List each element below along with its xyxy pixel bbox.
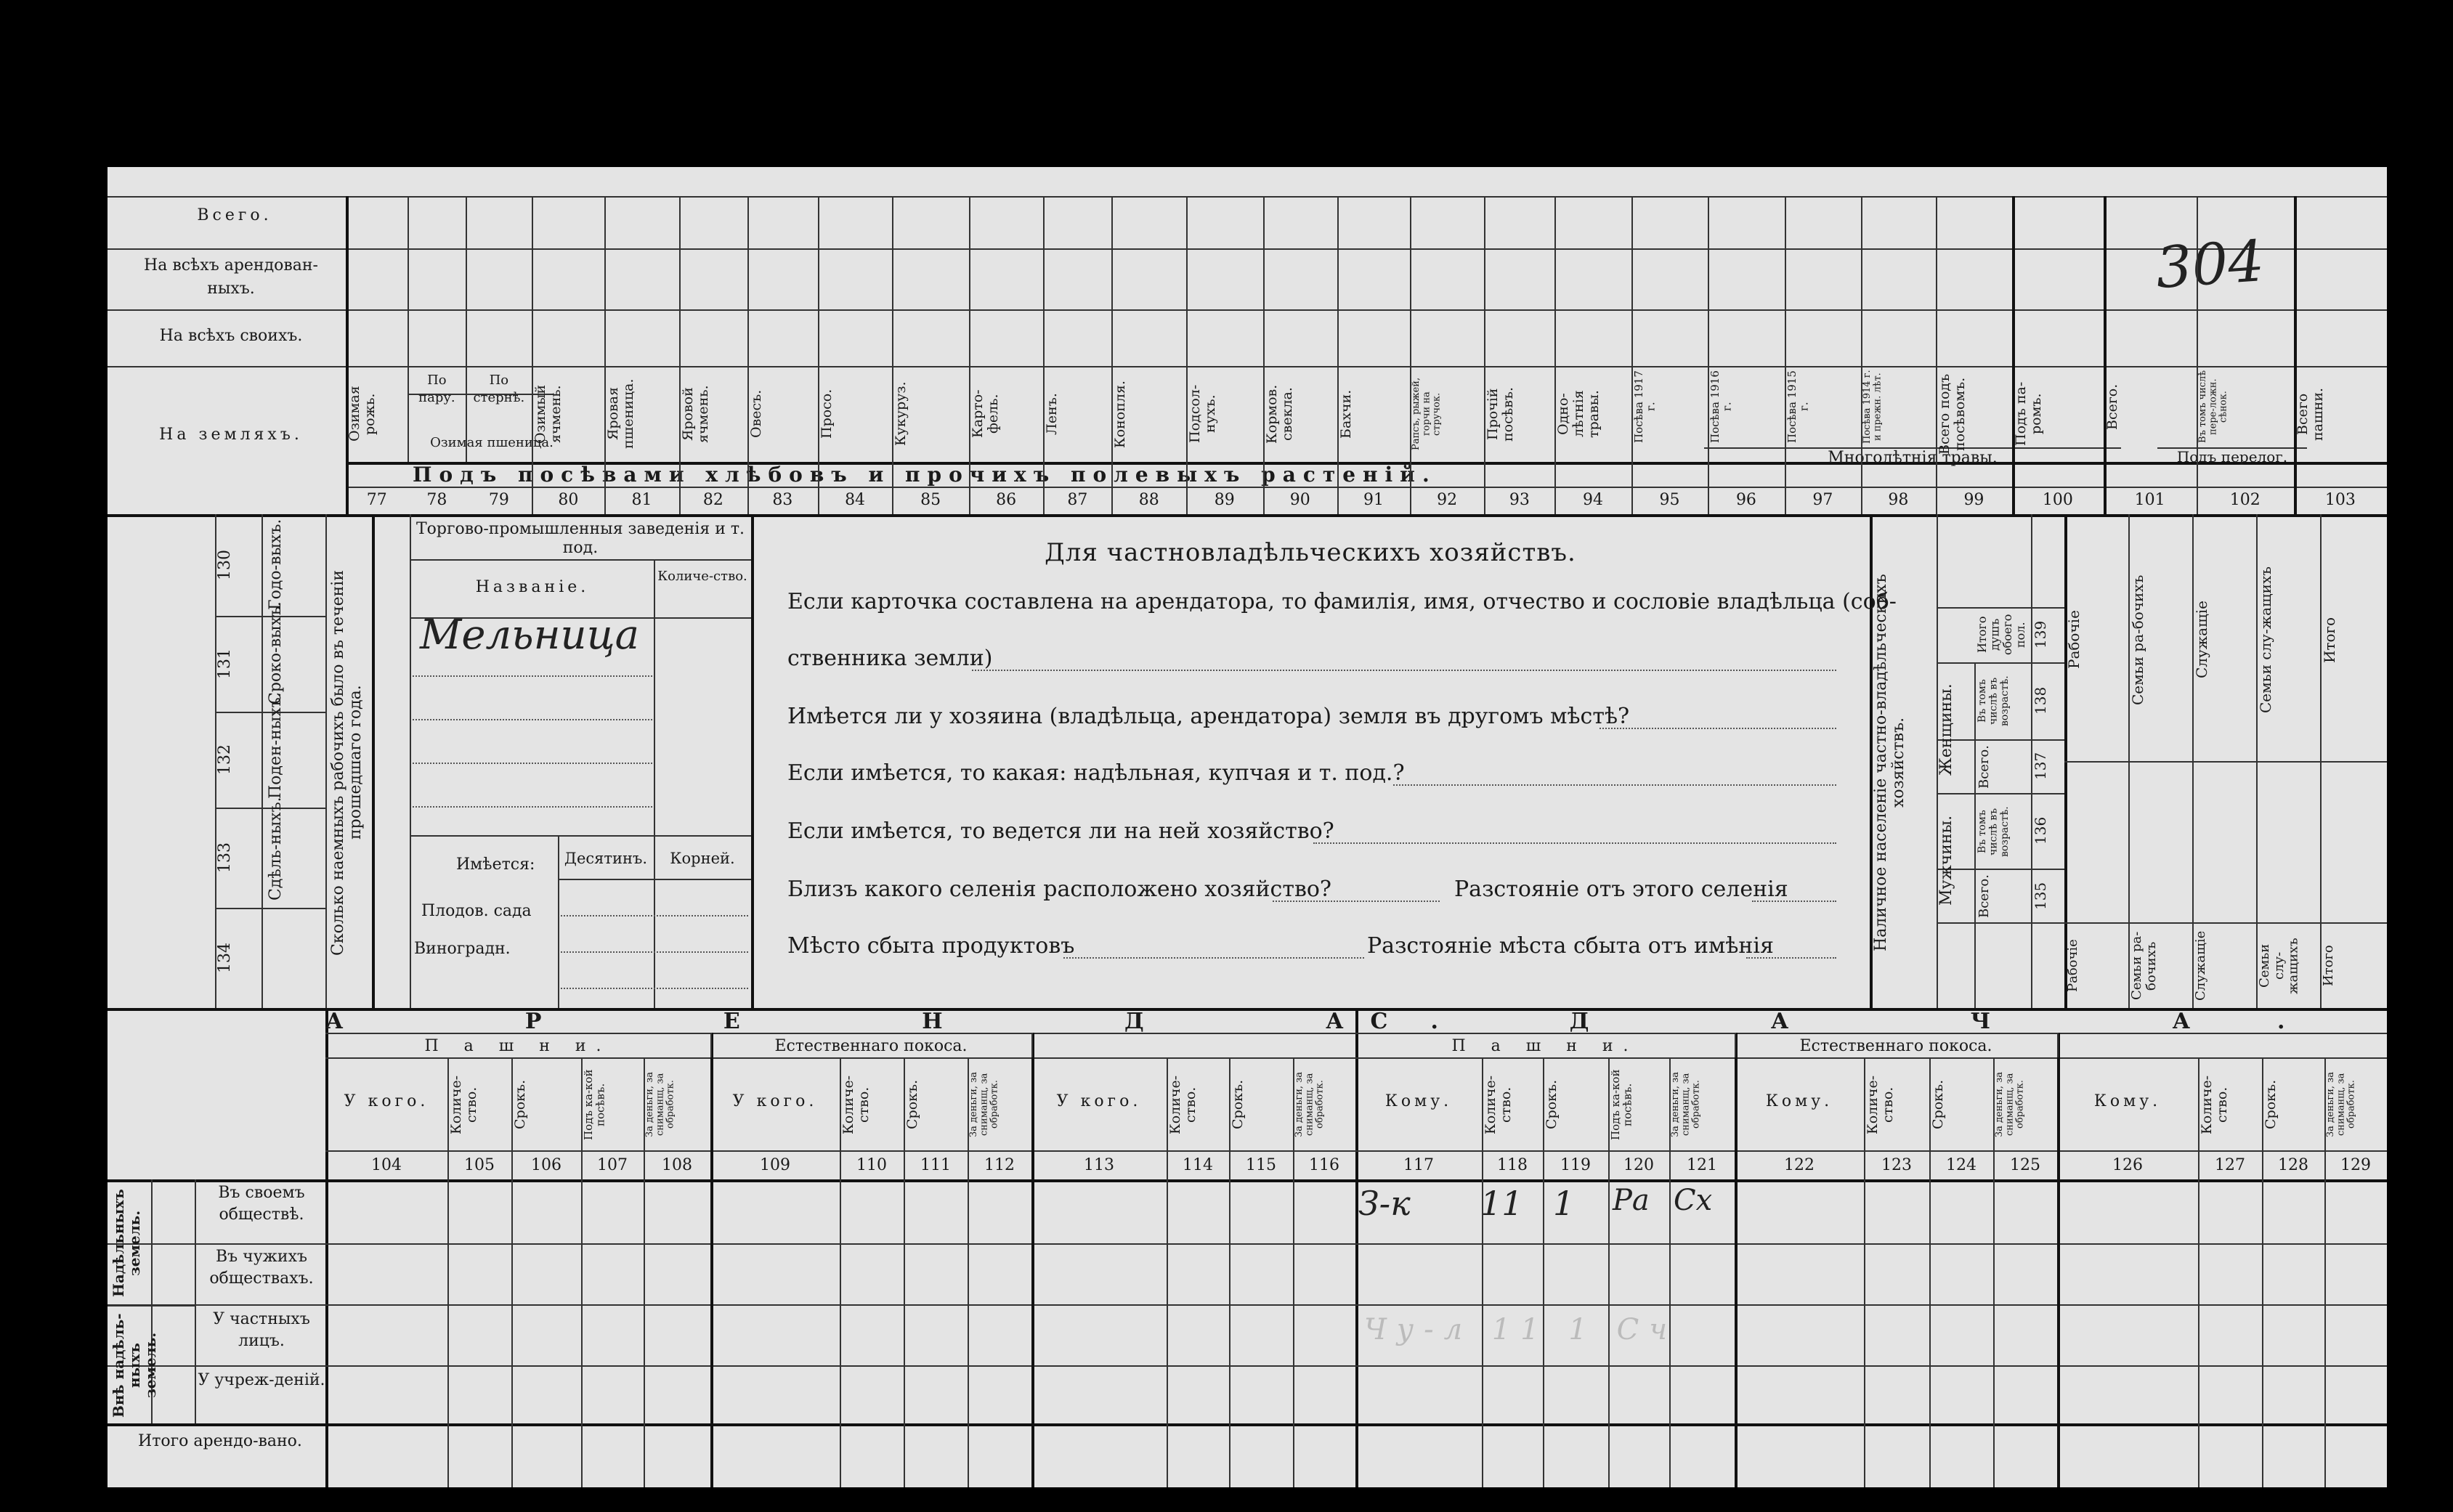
bottom-column-number: 113 — [1084, 1156, 1114, 1174]
row-own-community: Въ своемъ обществѣ. — [218, 1184, 305, 1224]
bottom-column-number: 108 — [662, 1156, 692, 1174]
bottom-column-number: 129 — [2340, 1156, 2371, 1174]
top-column-number: 103 — [2324, 491, 2356, 509]
bottom-column-number: 105 — [464, 1156, 495, 1174]
top-column-divider — [466, 196, 467, 462]
sdacha-pashni: П а ш н и. — [1451, 1037, 1639, 1055]
hw-posev: Ра — [1613, 1184, 1650, 1217]
top-column-number: 82 — [702, 491, 723, 509]
bottom-column-header: У кого. — [1056, 1092, 1142, 1110]
bottom-column-header: Кому. — [1765, 1092, 1833, 1110]
top-column-number: 97 — [1812, 491, 1833, 509]
group-divider — [1031, 1033, 1033, 1057]
top-column-divider — [1554, 196, 1556, 514]
labor-yearly: Годо-выхъ. — [267, 519, 285, 610]
ozimaya-divider — [408, 394, 532, 395]
bottom-column-header: Количе-ство. — [448, 1075, 479, 1134]
top-column-header: Бахчи. — [1338, 389, 1355, 439]
labor-number: 133 — [216, 842, 234, 873]
trade-header: Торгово-промышленныя заведенія и т. под. — [415, 520, 745, 557]
men-label: Мужчины. — [1937, 815, 1955, 906]
top-column-divider — [1861, 196, 1862, 514]
sdacha-banner: С Д А Ч А. — [1370, 1009, 2372, 1034]
bottom-column-header: Количе-ство. — [1167, 1075, 1199, 1134]
bottom-column-header: Количе-ство. — [1483, 1075, 1514, 1134]
top-column-number: 84 — [845, 491, 866, 509]
row-itogo: Итого арендо-вано. — [138, 1432, 302, 1450]
labor-number: 132 — [216, 744, 234, 775]
top-column-number: 79 — [488, 491, 509, 509]
bottom-column-header: Срокъ. — [2263, 1079, 2279, 1130]
trade-value-handwritten: Мельница — [420, 611, 640, 659]
handwritten-page-number: 304 — [2154, 228, 2266, 302]
population-number: 139 — [2032, 620, 2049, 649]
bottom-column-header: Подъ ка-кой посѣвъ. — [582, 1069, 607, 1140]
hw-faded: Чу-л 11 1 Сч — [1364, 1313, 1678, 1346]
right-column-header: Итого — [2321, 617, 2338, 663]
question-nearest-village: Близъ какого селенія расположено хозяйство? — [787, 877, 1331, 902]
top-column-divider — [892, 196, 893, 514]
top-column-header: По пару. — [418, 373, 455, 405]
group-divider — [1735, 1033, 1736, 1057]
top-column-divider — [2294, 196, 2297, 514]
top-column-number: 83 — [772, 491, 793, 509]
bottom-column-number: 107 — [597, 1156, 628, 1174]
top-column-divider — [532, 196, 533, 514]
men-total-label: Всего. — [1976, 874, 1992, 918]
top-column-header: Кукуруз. — [893, 381, 909, 447]
bottom-column-header: Подъ ка-кой посѣвъ. — [1609, 1069, 1634, 1140]
bottom-column-header: За деньги, за сниманщ, за обработк. — [1994, 1072, 2026, 1138]
hw-kolvo: 11 — [1480, 1184, 1523, 1223]
question-market-distance: Разстояніе мѣста сбыта отъ имѣнія — [1367, 933, 1774, 959]
top-column-header: Посѣва 1916 г. — [1708, 370, 1734, 443]
row-private-persons: У частныхъ лицъ. — [213, 1310, 310, 1350]
question-owner-a: Если карточка составлена на арендатора, то фамилія, имя, отчество и сословіе владѣльца (соб- — [787, 589, 1897, 614]
bottom-column-header: У кого. — [732, 1092, 818, 1110]
pod-posevami-banner: Подъ посѣвами хлѣбовъ и прочихъ полевыхъ растеній. — [413, 463, 1437, 487]
ozimaya-pshenitsa-label: Озимая пшеница. — [430, 435, 554, 450]
men-age-label: Въ томъ числѣ въ возрастѣ. — [1976, 806, 2011, 857]
workers-label: Сколько наемныхъ рабочихъ было въ теченіи прошедшаго года. — [329, 569, 365, 956]
question-owner-b: ственника земли) — [787, 646, 993, 671]
population-label: Наличное населеніе частно-владѣльческихъ хозяйствъ. — [1872, 574, 1908, 951]
top-column-number: 93 — [1509, 491, 1530, 509]
land-label: На земляхъ. — [159, 426, 303, 444]
bottom-column-header: Срокъ. — [1230, 1079, 1246, 1130]
labor-piecework: Сдѣль-ныхъ. — [267, 797, 285, 901]
population-number: 137 — [2032, 752, 2049, 781]
top-column-header: Озимый ячмень. — [532, 384, 564, 444]
top-column-number: 96 — [1735, 491, 1756, 509]
top-column-header: Всего подъ посѣвомъ. — [1936, 373, 1968, 455]
trade-name-header: Названіе. — [475, 578, 590, 596]
top-column-divider — [1708, 196, 1709, 514]
top-column-divider — [818, 196, 819, 514]
top-column-number: 101 — [2134, 491, 2165, 509]
top-column-header: Яровой ячмень. — [679, 385, 711, 443]
bottom-column-number: 114 — [1183, 1156, 1213, 1174]
bottom-column-number: 115 — [1246, 1156, 1276, 1174]
bottom-column-number: 122 — [1784, 1156, 1815, 1174]
top-column-header: Посѣва 1917 г. — [1631, 370, 1658, 443]
top-column-number: 92 — [1437, 491, 1458, 509]
top-column-header: Ленъ. — [1044, 393, 1061, 435]
top-column-number: 102 — [2229, 491, 2261, 509]
top-column-header: Рапсъ, рыжей, горчи на стручок. — [1410, 377, 1443, 451]
nadel-group-label: Надѣльныхъ земель. — [110, 1189, 143, 1298]
top-column-header: Просо. — [818, 389, 835, 439]
bottom-column-number: 125 — [2010, 1156, 2040, 1174]
top-column-header: Овесъ. — [747, 389, 764, 439]
group-divider — [2057, 1033, 2059, 1057]
bottom-column-number: 119 — [1560, 1156, 1591, 1174]
top-column-divider — [2197, 196, 2198, 514]
bottom-column-header: Количе-ство. — [2199, 1075, 2230, 1134]
labor-daily: Поден-ныхъ. — [267, 692, 285, 799]
bottom-column-header: Срокъ. — [1930, 1079, 1946, 1130]
bottom-column-number: 118 — [1497, 1156, 1528, 1174]
top-column-divider — [747, 196, 749, 514]
bottom-column-number: 109 — [760, 1156, 790, 1174]
bottom-column-number: 111 — [920, 1156, 951, 1174]
population-number: 136 — [2032, 816, 2049, 845]
census-form-sheet — [108, 167, 2387, 1487]
group-divider — [710, 1033, 712, 1057]
top-column-divider — [604, 196, 606, 514]
bottom-column-number: 116 — [1309, 1156, 1339, 1174]
row-other-communities: Въ чужихъ обществахъ. — [209, 1248, 314, 1288]
right-column-footer: Семьи ра-бочихъ — [2129, 931, 2159, 1001]
kornei-header: Корней. — [670, 850, 735, 867]
right-column-header: Семьи ра-бочихъ — [2129, 574, 2146, 705]
bottom-column-header: Количе-ство. — [840, 1075, 872, 1134]
bottom-column-header: Срокъ. — [512, 1079, 528, 1130]
question-farmed: Если имѣется, то ведется ли на ней хозяйство? — [787, 818, 1334, 844]
top-column-divider — [1111, 196, 1113, 514]
top-column-divider — [1263, 196, 1265, 514]
top-column-number: 100 — [2042, 491, 2073, 509]
pod-perelog-label: Подъ перелог. — [2176, 448, 2288, 466]
bottom-column-number: 110 — [856, 1156, 887, 1174]
top-column-number: 98 — [1888, 491, 1909, 509]
bottom-column-number: 124 — [1946, 1156, 1976, 1174]
arenda-banner: А Р Е Н Д А. — [325, 1009, 1525, 1034]
right-column-footer: Служащіе — [2193, 930, 2208, 1001]
labor-number: 134 — [216, 943, 234, 973]
bottom-column-header: За деньги, за сниманщ, за обработк. — [2325, 1072, 2357, 1138]
vne-group-label: Внѣ надѣль-ныхъ земель. — [110, 1313, 159, 1418]
bottom-column-number: 128 — [2278, 1156, 2308, 1174]
top-column-header: Посѣва 1914 г. и прежн. лѣт. — [1862, 370, 1884, 444]
bottom-column-header: За деньги, за сниманщ, за обработк. — [1670, 1072, 1702, 1138]
right-column-header: Служащіе — [2193, 601, 2210, 679]
trade-count-header: Количе-ство. — [657, 569, 747, 584]
row-label-own: На всѣхъ своихъ. — [159, 327, 303, 345]
row-label-rented: На всѣхъ арендован-ныхъ. — [144, 256, 318, 298]
top-column-divider — [1186, 196, 1188, 514]
top-column-divider — [1936, 196, 1937, 514]
mnogoletnie-label: Многолѣтнія травы. — [1828, 449, 1998, 467]
bottom-column-header: Кому. — [1384, 1092, 1453, 1110]
orchard-label: Плодов. сада — [421, 902, 532, 920]
itogo-dush-label: Итого душъ обоего пол. — [1975, 614, 2027, 656]
top-column-header: Въ томъ числѣ пере-ложн. сѣнок. — [2197, 370, 2229, 444]
bottom-column-number: 126 — [2112, 1156, 2143, 1174]
top-column-number: 99 — [1963, 491, 1984, 509]
bottom-column-header: За деньги, за сниманщ, за обработк. — [1294, 1072, 1326, 1138]
top-column-number: 94 — [1583, 491, 1604, 509]
top-column-divider — [1410, 196, 1411, 514]
right-column-footer: Семьи слу-жащихъ — [2257, 938, 2301, 994]
top-column-number: 89 — [1214, 491, 1235, 509]
bottom-column-number: 104 — [371, 1156, 402, 1174]
top-column-number: 77 — [366, 491, 387, 509]
has-label: Имѣется: — [456, 855, 535, 874]
top-column-header: Подсол-нухъ. — [1187, 384, 1218, 444]
question-other-land: Имѣется ли у хозяина (владѣльца, арендатора) земля въ другомъ мѣстѣ? — [787, 704, 1630, 729]
bottom-column-header: У кого. — [344, 1092, 429, 1110]
bottom-column-header: Срокъ. — [904, 1079, 920, 1130]
top-column-header: Конопля. — [1112, 380, 1129, 448]
labor-number: 130 — [216, 550, 234, 580]
top-column-number: 86 — [996, 491, 1017, 509]
women-label: Женщины. — [1937, 683, 1955, 776]
top-column-header: Всего пашни. — [2294, 387, 2326, 441]
arenda-pashni: П а ш н и. — [424, 1037, 612, 1055]
hw-komu: З-к — [1358, 1184, 1411, 1223]
top-column-header: Всего. — [2104, 383, 2120, 430]
top-column-divider — [1785, 196, 1786, 514]
question-market: Мѣсто сбыта продуктовъ — [787, 933, 1075, 959]
arenda-pokos: Естественнаго покоса. — [774, 1037, 968, 1055]
right-column-header: Рабочіе — [2065, 610, 2083, 670]
top-column-header: Озимая рожь. — [346, 386, 378, 442]
bottom-column-number: 120 — [1623, 1156, 1654, 1174]
top-column-divider — [1043, 196, 1045, 514]
top-column-number: 85 — [920, 491, 941, 509]
desyatin-header: Десятинъ. — [564, 850, 648, 867]
bottom-column-header: За деньги, за сниманщ, за обработк. — [644, 1072, 676, 1138]
bottom-column-number: 123 — [1881, 1156, 1912, 1174]
top-column-header: Прочій посѣвъ. — [1485, 386, 1517, 442]
top-column-divider — [969, 196, 970, 514]
top-column-divider — [408, 196, 409, 462]
bottom-column-number: 106 — [531, 1156, 561, 1174]
top-column-number: 87 — [1067, 491, 1088, 509]
labor-number: 131 — [216, 649, 234, 679]
top-column-number: 88 — [1138, 491, 1159, 509]
women-total-label: Всего. — [1976, 745, 1992, 789]
top-column-header: Кормов. свекла. — [1263, 384, 1295, 444]
question-land-type: Если имѣется, то какая: надѣльная, купчая и т. под.? — [787, 760, 1405, 786]
top-column-number: 90 — [1289, 491, 1310, 509]
hw-dengi: Сх — [1674, 1184, 1713, 1217]
top-column-header: Карто-фель. — [969, 389, 1001, 439]
top-column-number: 80 — [558, 491, 579, 509]
right-column-footer: Рабочіе — [2065, 939, 2080, 993]
bottom-column-number: 127 — [2215, 1156, 2245, 1174]
top-column-number: 91 — [1363, 491, 1384, 509]
top-column-header: По стернѣ. — [473, 373, 525, 405]
question-village-distance: Разстояніе отъ этого селенія — [1454, 877, 1788, 902]
top-column-divider — [2104, 196, 2107, 514]
top-column-number: 81 — [631, 491, 652, 509]
population-number: 138 — [2032, 686, 2049, 715]
top-column-divider — [1484, 196, 1485, 514]
bottom-column-number: 112 — [984, 1156, 1015, 1174]
labor-term: Сроко-выхъ. — [267, 601, 285, 704]
row-institutions: У учреж-деній. — [198, 1371, 325, 1389]
top-column-divider — [1631, 196, 1633, 514]
form-title: Для частновладѣльческихъ хозяйствъ. — [1045, 538, 1576, 567]
right-column-header: Семьи слу-жащихъ — [2257, 566, 2274, 713]
row-label-total: Всего. — [197, 206, 272, 224]
top-column-header: Посѣва 1915 г. — [1785, 370, 1811, 443]
bottom-column-number: 121 — [1687, 1156, 1717, 1174]
top-column-divider — [2012, 196, 2015, 514]
sdacha-pokos: Естественнаго покоса. — [1799, 1037, 1992, 1055]
top-column-header: Одно-лѣтнія травы. — [1555, 390, 1602, 438]
hw-srok: 1 — [1553, 1184, 1575, 1223]
bottom-column-header: За деньги, за сниманщ, за обработк. — [968, 1072, 1000, 1138]
bottom-column-number: 117 — [1403, 1156, 1434, 1174]
women-age-label: Въ томъ числѣ въ возрастѣ. — [1976, 675, 2011, 726]
top-column-divider — [1337, 196, 1339, 514]
right-column-footer: Итого — [2321, 945, 2336, 987]
top-column-number: 95 — [1659, 491, 1680, 509]
top-column-number: 78 — [426, 491, 447, 509]
bottom-column-header: Кому. — [2093, 1092, 2162, 1110]
bottom-column-header: Срокъ. — [1544, 1079, 1560, 1130]
top-column-header: Подъ па-ромъ. — [2013, 381, 2045, 447]
population-number: 135 — [2032, 882, 2049, 911]
top-column-divider — [679, 196, 681, 514]
vineyard-label: Виноградн. — [414, 940, 511, 958]
top-column-header: Яровая пшеница. — [605, 378, 637, 450]
bottom-column-header: Количе-ство. — [1865, 1075, 1896, 1134]
